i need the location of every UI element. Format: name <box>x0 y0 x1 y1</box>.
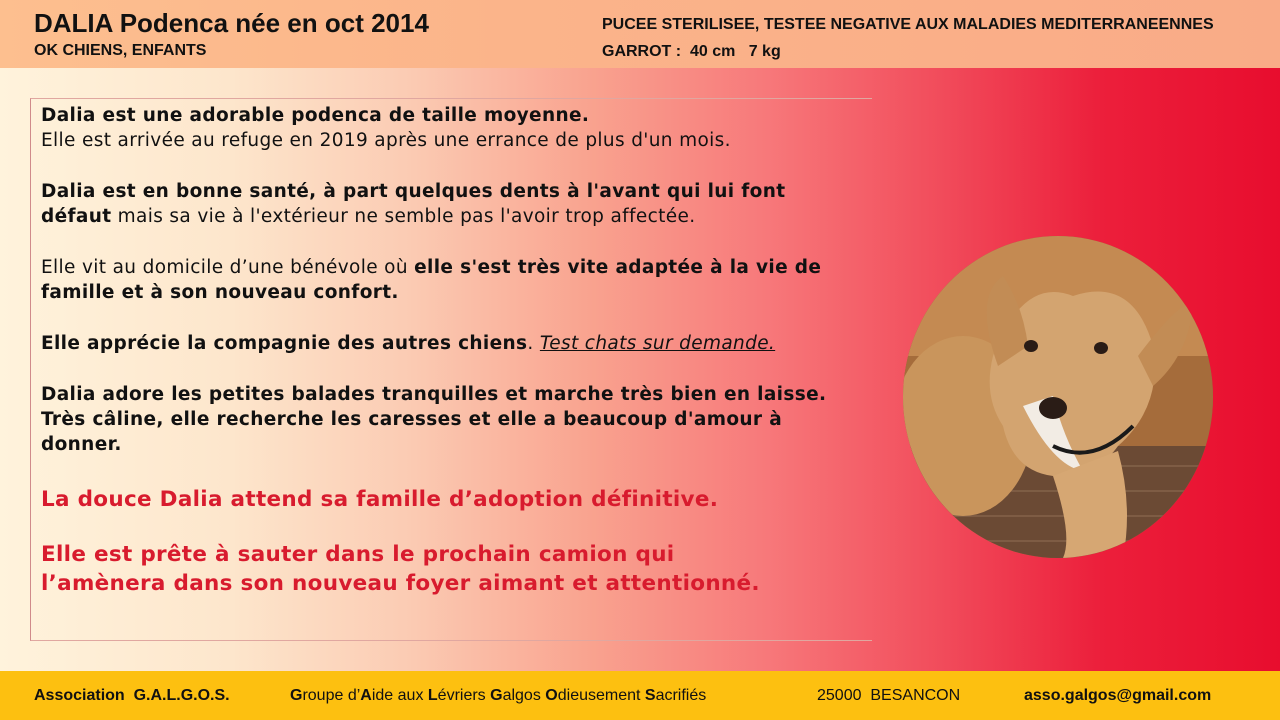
paragraph-walks <box>41 382 862 457</box>
footer-full-name: Groupe d’Aide aux Lévriers Galgos Odieusement Sacrifiés <box>290 687 707 704</box>
dog-photo <box>903 236 1213 558</box>
footer-association: Association G.A.L.G.O.S. <box>34 687 230 704</box>
cats-test-note: Test chats sur demande. <box>539 333 776 354</box>
dog-illustration <box>903 236 1213 558</box>
dogs-bold: Elle apprécie la compagnie des autres chiens <box>41 333 528 354</box>
adoption-closing-line1: Elle est prête à sauter dans le prochain camion qui <box>41 542 675 567</box>
footer-band <box>0 671 1280 720</box>
header-health-info: PUCEE STERILISEE, TESTEE NEGATIVE AUX MALADIES MEDITERRANEENNES <box>602 16 1214 33</box>
header-band <box>0 0 1280 68</box>
health-bold: Dalia est en bonne santé, à part quelques dents à l'avant qui lui font défaut <box>41 181 786 227</box>
paragraph-dogs <box>41 331 862 356</box>
walks-bold: Dalia adore les petites balades tranquilles et marche très bien en laisse. <box>41 384 827 405</box>
intro-bold: Dalia est une adorable podenca de taille moyenne. <box>41 105 590 126</box>
cuddly-bold: Très câline, elle recherche les caresses et elle a beaucoup d'amour à donner. <box>41 409 783 455</box>
paragraph-health <box>41 179 862 229</box>
adoption-call: La douce Dalia attend sa famille d’adoption définitive. <box>41 487 719 512</box>
description-box <box>30 98 872 641</box>
adoption-closing <box>41 540 862 598</box>
home-text: Elle vit au domicile d’une bénévole où <box>41 257 415 278</box>
paragraph-intro <box>41 103 862 153</box>
header-subtitle: OK CHIENS, ENFANTS <box>34 42 207 59</box>
adoption-closing-line2: l’amènera dans son nouveau foyer aimant et attentionné. <box>41 571 760 596</box>
page-title: DALIA Podenca née en oct 2014 <box>34 8 429 38</box>
footer-city: 25000 BESANCON <box>817 687 961 704</box>
header-size-info: GARROT : 40 cm 7 kg <box>602 43 781 60</box>
intro-text: Elle est arrivée au refuge en 2019 après une errance de plus d'un mois. <box>41 130 731 151</box>
dogs-dot: . <box>527 333 540 354</box>
home-bold: elle s'est très vite adaptée à la vie de famille et à son nouveau confort. <box>41 257 822 303</box>
footer-email-link[interactable]: asso.galgos@gmail.com <box>1024 687 1212 704</box>
health-text: mais sa vie à l'extérieur ne semble pas l'avoir trop affectée. <box>111 206 696 227</box>
paragraph-home <box>41 255 862 305</box>
